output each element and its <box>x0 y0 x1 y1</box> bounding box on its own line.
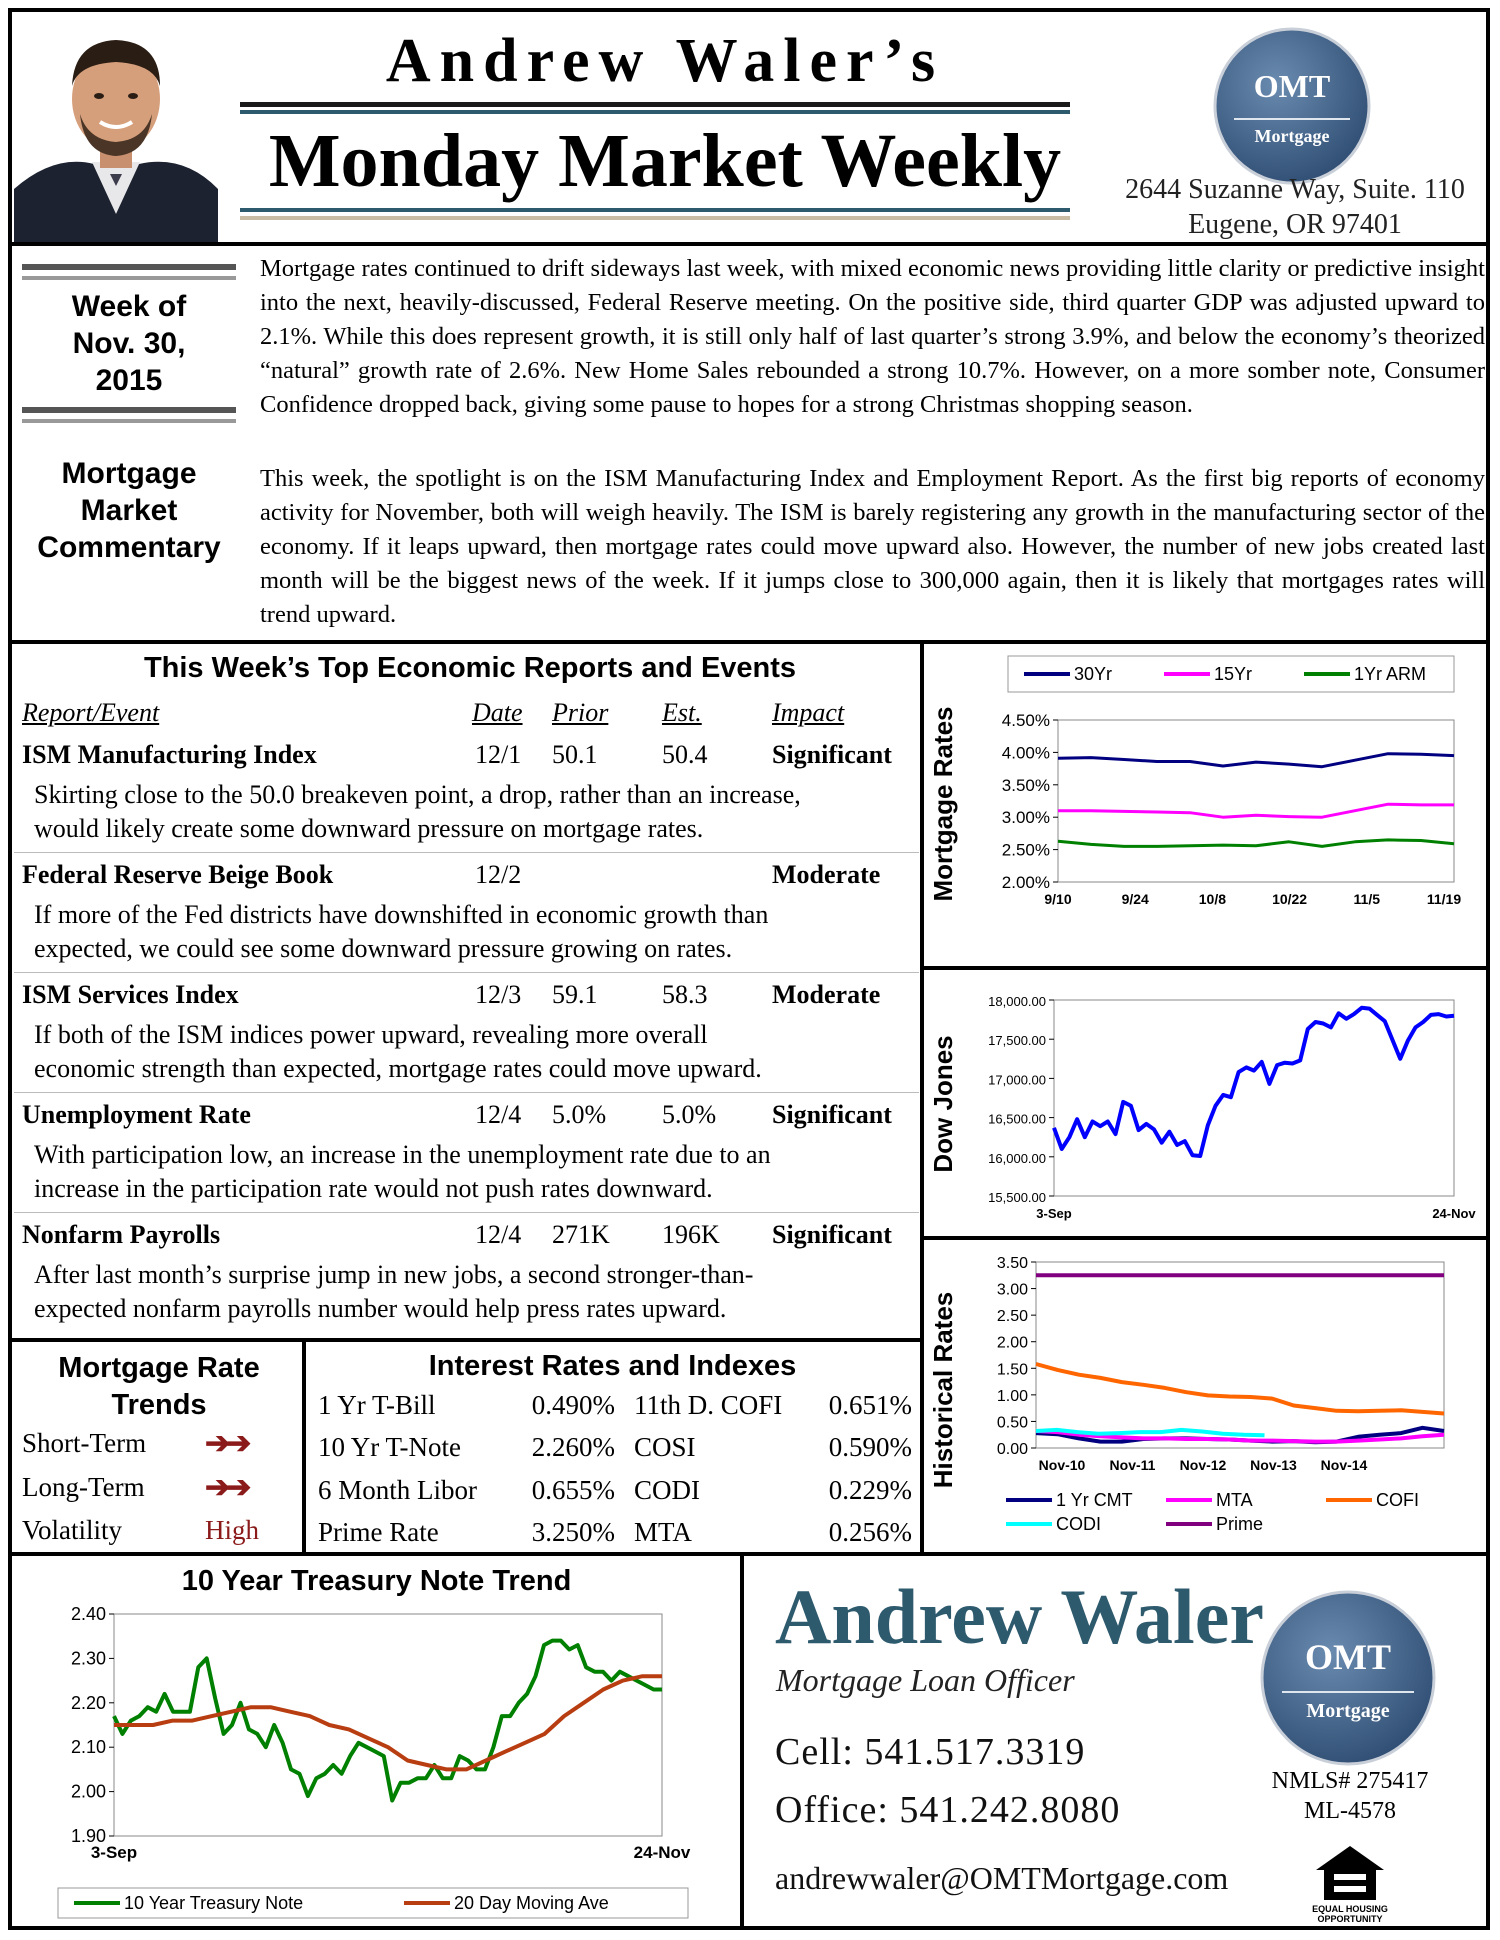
y-tick-label: 3.50% <box>1001 775 1050 795</box>
mortgage-rates-chart <box>924 644 1486 966</box>
x-tick-label: 9/10 <box>1044 891 1072 907</box>
report-prior: 5.0% <box>552 1100 607 1129</box>
index-name: 11th D. COFI <box>634 1390 783 1420</box>
report-estimate: 58.3 <box>662 980 708 1009</box>
plot-area <box>1058 720 1454 882</box>
equal-housing-text: EQUAL HOUSING OPPORTUNITY <box>1312 1904 1388 1924</box>
rate-name: 6 Month Libor <box>318 1475 477 1505</box>
trend-label: Long-Term <box>22 1472 145 1502</box>
y-tick-label: 17,000.00 <box>988 1072 1046 1088</box>
report-name: Nonfarm Payrolls <box>22 1220 221 1249</box>
agent-photo <box>14 14 218 242</box>
index-name: COSI <box>634 1432 696 1462</box>
officer-role: Mortgage Loan Officer <box>776 1662 1075 1698</box>
commentary-label: Mortgage Market Commentary <box>37 457 221 564</box>
title-rule-top-blue <box>240 110 1070 114</box>
footer-logo-text-omt: OMT <box>1305 1637 1391 1677</box>
rate-value: 0.490% <box>531 1390 615 1420</box>
x-tick-label: 3-Sep <box>90 1843 138 1862</box>
newsletter-title: Monday Market Weekly <box>268 119 1062 203</box>
equal-housing-icon <box>1308 1842 1392 1928</box>
y-axis-label: Dow Jones <box>928 1035 958 1173</box>
report-impact: Moderate <box>772 980 881 1009</box>
x-tick-label: Nov-12 <box>1179 1457 1227 1473</box>
y-tick-label: 17,500.00 <box>988 1033 1046 1049</box>
index-name: MTA <box>634 1517 692 1547</box>
report-name: Unemployment Rate <box>22 1100 251 1129</box>
office-phone: Office: 541.242.8080 <box>775 1789 1121 1831</box>
x-tick-label: Nov-13 <box>1250 1457 1297 1473</box>
header-event: Report/Event <box>22 698 160 727</box>
report-description-line2: expected nonfarm payrolls number would help press rates upward. <box>34 1294 727 1323</box>
report-date: 12/2 <box>475 860 522 889</box>
omt-logo <box>1212 26 1372 186</box>
report-estimate: 5.0% <box>662 1100 717 1129</box>
report-date: 12/3 <box>475 980 522 1009</box>
y-tick-label: 1.50 <box>996 1361 1028 1379</box>
email-address[interactable]: andrewwaler@OMTMortgage.com <box>775 1860 1229 1896</box>
footer-vertical-divider <box>740 1552 744 1930</box>
rate-value: 3.250% <box>531 1517 615 1547</box>
office-address <box>1095 172 1495 242</box>
report-separator <box>14 1212 919 1213</box>
treasury-note-chart <box>12 1600 740 1926</box>
rate-name: Prime Rate <box>318 1517 439 1547</box>
y-tick-label: 16,000.00 <box>988 1150 1046 1166</box>
rate-value: 2.260% <box>531 1432 615 1462</box>
week-date: Week of Nov. 30, 2015 <box>71 290 187 397</box>
rate-name: 10 Yr T-Note <box>318 1432 461 1462</box>
report-name: Federal Reserve Beige Book <box>22 860 334 889</box>
rates-title: Interest Rates and Indexes <box>428 1350 797 1382</box>
report-impact: Significant <box>772 1220 892 1249</box>
index-name: CODI <box>634 1475 700 1505</box>
y-tick-label: 2.00 <box>70 1781 106 1802</box>
legend-label: 10 Year Treasury Note <box>124 1893 304 1913</box>
y-tick-label: 18,000.00 <box>988 994 1046 1009</box>
address-line-1: 2644 Suzanne Way, Suite. 110 <box>1125 174 1465 205</box>
report-prior: 50.1 <box>552 740 598 769</box>
index-value: 0.229% <box>828 1475 912 1505</box>
title-rule-bottom-blue <box>240 208 1070 212</box>
x-tick-label: Nov-14 <box>1320 1457 1368 1473</box>
rate-name: 1 Yr T-Bill <box>318 1390 436 1420</box>
address-line-2: Eugene, OR 97401 <box>1188 209 1402 240</box>
legend-label: 20 Day Moving Ave <box>454 1893 609 1913</box>
index-value: 0.651% <box>828 1390 912 1420</box>
plot-area <box>1054 1000 1454 1196</box>
legend-label: COFI <box>1376 1490 1419 1510</box>
report-name: ISM Services Index <box>22 980 239 1009</box>
report-prior: 59.1 <box>552 980 598 1009</box>
x-tick-label: 11/5 <box>1353 891 1381 907</box>
footer-divider <box>8 1552 1490 1556</box>
x-tick-label: 24-Nov <box>1432 1206 1476 1221</box>
x-tick-label: 3-Sep <box>1036 1206 1072 1221</box>
index-value: 0.590% <box>828 1432 912 1462</box>
report-estimate: 50.4 <box>662 740 708 769</box>
y-tick-label: 3.00% <box>1001 808 1050 828</box>
trend-label: Short-Term <box>22 1428 147 1458</box>
commentary-paragraph-1: Mortgage rates continued to drift sideways last week, with mixed economic news providing little clarity or predictive insight into the next, heavily-discussed, Federal Reserve meeting. On the positive side, third quarter GDP was adjusted upward to 2.1%. While this does represent growth, it is still only half of last quarter’s strong 3.9%, and below the economy’s theorized “natural” growth rate of 2.6%. New Home Sales rebounded a strong 10.7%. However, on a more somber note, Consumer Confidence dropped back, giving some pause to hopes for a strong Christmas shopping season. <box>260 255 1485 418</box>
y-tick-label: 2.30 <box>70 1648 106 1669</box>
report-separator <box>14 972 919 973</box>
y-tick-label: 2.40 <box>70 1604 106 1624</box>
report-name: ISM Manufacturing Index <box>22 740 317 769</box>
report-description-line1: If more of the Fed districts have downshifted in economic growth than <box>34 900 769 929</box>
header-date: Date <box>472 698 523 727</box>
plot-area <box>1036 1262 1444 1448</box>
x-tick-label: 11/19 <box>1426 891 1462 907</box>
ml-number: ML-4578 <box>1304 1798 1396 1824</box>
y-tick-label: 2.10 <box>70 1737 106 1758</box>
report-estimate: 196K <box>662 1220 720 1249</box>
report-date: 12/1 <box>475 740 522 769</box>
y-tick-label: 1.00 <box>996 1387 1028 1405</box>
trend-value: High <box>205 1515 259 1545</box>
report-description-line1: With participation low, an increase in the unemployment rate due to an <box>34 1140 771 1169</box>
y-tick-label: 3.00 <box>996 1281 1028 1299</box>
trends-title: Mortgage Rate Trends <box>58 1352 260 1421</box>
x-tick-label: Nov-11 <box>1109 1457 1156 1473</box>
y-tick-label: 2.20 <box>70 1692 106 1713</box>
report-separator <box>14 852 919 853</box>
report-description-line1: After last month’s surprise jump in new jobs, a second stronger-than- <box>34 1260 754 1289</box>
cell-phone: Cell: 541.517.3319 <box>775 1731 1086 1773</box>
legend-label: Prime <box>1216 1514 1264 1534</box>
report-description-line1: Skirting close to the 50.0 breakeven point, a drop, rather than an increase, <box>34 780 801 809</box>
y-tick-label: 0.00 <box>996 1441 1028 1458</box>
commentary-paragraph-2: This week, the spotlight is on the ISM Manufacturing Index and Employment Report. As the first big reports of economy activity for November, both will weigh heavily. The ISM is barely registering any growth in the manufacturing sector of the economy. If it leaps upward, then mortgage rates could move upward also. However, the number of new jobs created last month will be the biggest news of the week. If it jumps close to 300,000 again, then it is likely that mortgages rates will trend upward. <box>260 465 1485 628</box>
x-tick-label: 10/8 <box>1198 891 1227 907</box>
index-value: 0.256% <box>828 1517 912 1547</box>
logo-text-omt: OMT <box>1253 68 1331 104</box>
y-axis-label: Historical Rates <box>928 1291 958 1489</box>
report-impact: Moderate <box>772 860 881 889</box>
x-tick-label: Nov-10 <box>1038 1457 1086 1473</box>
y-tick-label: 2.00% <box>1001 873 1050 892</box>
y-tick-label: 15,500.00 <box>988 1190 1046 1205</box>
report-date: 12/4 <box>475 1220 522 1249</box>
header-divider <box>8 242 1490 246</box>
header-est: Est. <box>662 698 702 727</box>
dow-jones-chart <box>924 970 1486 1236</box>
legend-label: MTA <box>1216 1490 1253 1510</box>
legend-label: 30Yr <box>1074 664 1113 684</box>
x-tick-label: 10/22 <box>1272 891 1308 907</box>
rate-value: 0.655% <box>531 1475 615 1505</box>
report-description-line2: economic strength than expected, mortgage rates could move upward. <box>34 1054 762 1083</box>
report-impact: Significant <box>772 1100 892 1129</box>
y-tick-label: 4.00% <box>1001 743 1050 763</box>
week-box <box>22 264 236 423</box>
legend-label: 1Yr ARM <box>1354 664 1427 684</box>
reports-title: This Week’s Top Economic Reports and Events <box>143 652 797 684</box>
trend-arrow-icon: ➔➔ <box>205 1471 248 1504</box>
newsletter-author-title: Andrew Waler’s <box>385 27 945 95</box>
logo-text-mortgage: Mortgage <box>1254 126 1330 146</box>
report-description-line2: increase in the participation rate would not push rates downward. <box>34 1174 713 1203</box>
header-impact: Impact <box>772 698 845 727</box>
y-axis-label: Mortgage Rates <box>928 706 958 902</box>
y-tick-label: 2.50% <box>1001 840 1050 860</box>
report-separator <box>14 1092 919 1093</box>
footer-logo-text-mortgage: Mortgage <box>1306 1700 1390 1722</box>
legend-label: 15Yr <box>1214 664 1253 684</box>
report-description-line2: expected, we could see some downward pressure growing on rates. <box>34 934 733 963</box>
report-description-line1: If both of the ISM indices power upward, revealing more overall <box>34 1020 708 1049</box>
license-info <box>1240 1766 1460 1826</box>
title-rule-top <box>240 102 1070 107</box>
nmls-number: NMLS# 275417 <box>1271 1768 1429 1794</box>
y-tick-label: 2.50 <box>996 1308 1028 1326</box>
x-tick-label: 24-Nov <box>633 1843 691 1862</box>
y-tick-label: 16,500.00 <box>988 1111 1046 1127</box>
report-prior: 271K <box>552 1220 610 1249</box>
y-tick-label: 0.50 <box>996 1414 1028 1432</box>
title-rule-bottom-tan <box>240 216 1070 220</box>
y-tick-label: 1.90 <box>70 1826 106 1846</box>
treasury-chart-title: 10 Year Treasury Note Trend <box>181 1565 572 1597</box>
y-tick-label: 2.00 <box>996 1334 1028 1352</box>
report-description-line2: would likely create some downward pressure on mortgage rates. <box>34 814 704 843</box>
trends-divider <box>302 1338 306 1554</box>
y-tick-label: 3.50 <box>996 1255 1028 1272</box>
officer-name: Andrew Waler <box>775 1573 1264 1660</box>
trend-label: Volatility <box>22 1515 123 1545</box>
x-tick-label: 9/24 <box>1121 891 1149 907</box>
header-prior: Prior <box>552 698 609 727</box>
reports-bottom-divider <box>8 1338 924 1342</box>
y-tick-label: 4.50% <box>1001 711 1050 730</box>
historical-rates-chart <box>924 1240 1486 1552</box>
report-impact: Significant <box>772 740 892 769</box>
legend-label: 1 Yr CMT <box>1056 1490 1133 1510</box>
legend-label: CODI <box>1056 1514 1101 1534</box>
omt-logo-footer <box>1258 1588 1438 1768</box>
trend-arrow-icon: ➔➔ <box>205 1427 248 1460</box>
report-date: 12/4 <box>475 1100 522 1129</box>
